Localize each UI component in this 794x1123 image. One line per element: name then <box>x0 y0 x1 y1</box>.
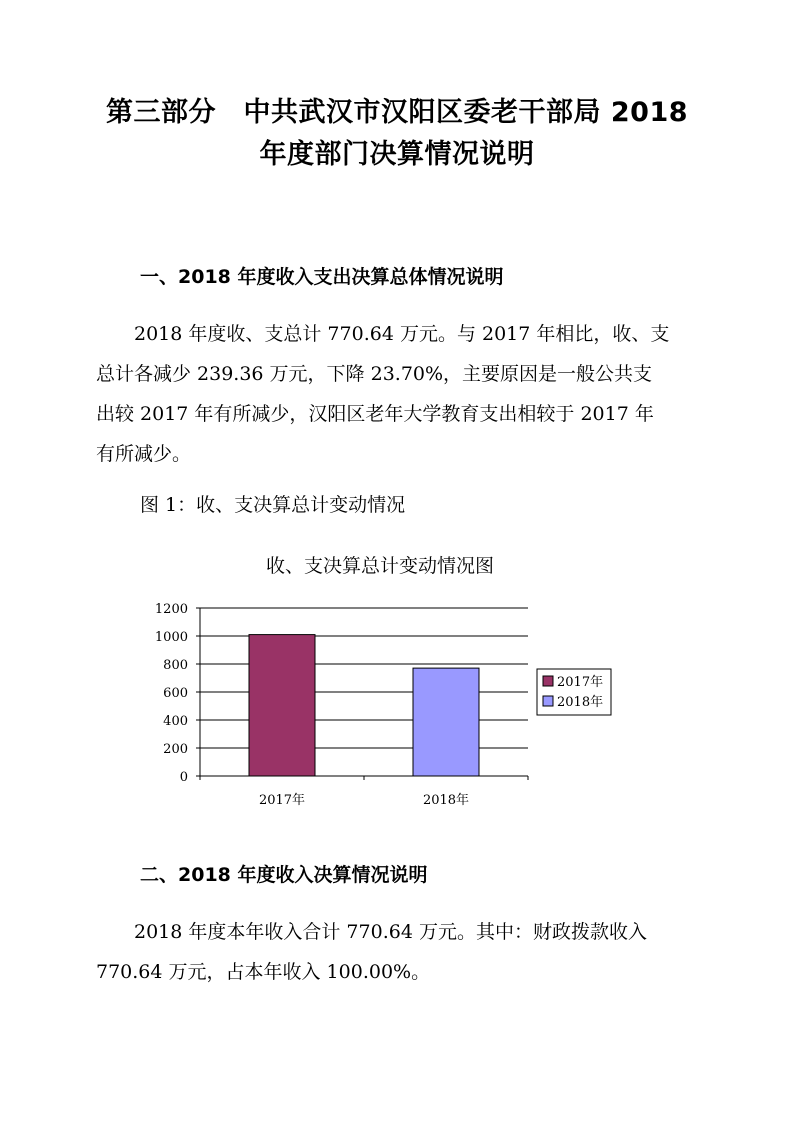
legend-label: 2017年 <box>557 675 604 690</box>
paragraph-line: 出较 2017 年有所减少，汉阳区老年大学教育支出相较于 2017 年 <box>96 403 654 425</box>
figure-caption: 图 1：收、支决算总计变动情况 <box>140 494 406 516</box>
y-tick-label: 200 <box>163 742 188 757</box>
paragraph-line: 770.64 万元，占本年收入 100.00%。 <box>96 961 431 983</box>
section-1-paragraph <box>96 314 696 474</box>
y-tick-label: 1200 <box>154 602 188 617</box>
paragraph-line: 有所减少。 <box>96 443 192 465</box>
paragraph-line: 总计各减少 239.36 万元，下降 23.70%，主要原因是一般公共支 <box>96 363 653 385</box>
legend-swatch <box>543 696 553 706</box>
y-tick-label: 0 <box>179 770 188 785</box>
chart-title: 收、支决算总计变动情况图 <box>265 555 494 577</box>
y-tick-label: 600 <box>163 686 188 701</box>
y-tick-label: 400 <box>163 714 188 729</box>
page-title-line-2: 年度部门决算情况说明 <box>259 139 535 170</box>
legend-swatch <box>543 676 553 686</box>
x-tick-label: 2017年 <box>258 793 306 808</box>
x-tick-label: 2018年 <box>422 793 470 808</box>
bar <box>249 635 315 776</box>
legend-label: 2018年 <box>557 695 604 710</box>
section-2-heading: 二、2018 年度收入决算情况说明 <box>140 864 428 886</box>
paragraph-line: 2018 年度本年收入合计 770.64 万元。其中：财政拨款收入 <box>96 921 647 943</box>
y-tick-label: 800 <box>163 658 188 673</box>
section-2-paragraph <box>96 912 696 992</box>
page-title <box>60 92 734 176</box>
bar-chart <box>140 595 640 820</box>
paragraph-line: 2018 年度收、支总计 770.64 万元。与 2017 年相比，收、支 <box>96 323 670 345</box>
page-title-line-1: 第三部分 中共武汉市汉阳区委老干部局 2018 <box>105 97 689 128</box>
section-1-heading: 一、2018 年度收入支出决算总体情况说明 <box>140 266 504 288</box>
bar <box>413 668 479 776</box>
y-tick-label: 1000 <box>154 630 188 645</box>
